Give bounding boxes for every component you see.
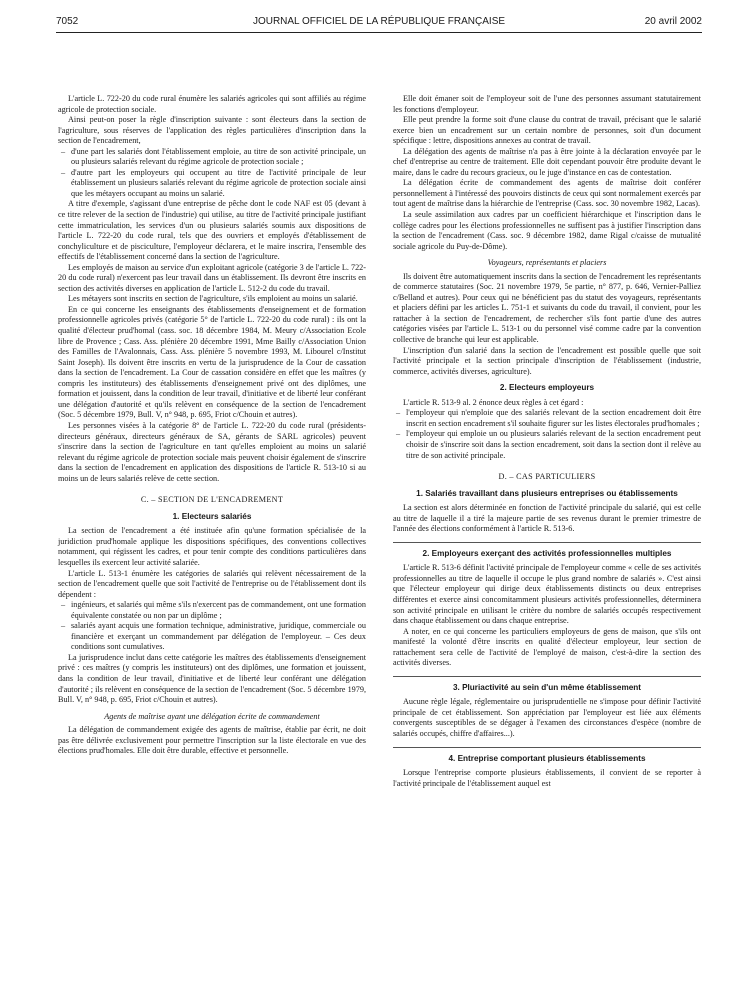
paragraph: Les employés de maison au service d'un exploitant agricole (catégorie 3 de l'article L. 722-20 du code rural) n'exercent pas leur travail dans un établissement. Ils devront être inscrits en section des activités diverses en application de l'article L. 512-2 du code du travail. [58, 262, 366, 293]
subsection-heading: 2. Electeurs employeurs [499, 383, 595, 393]
header-rule [56, 32, 702, 33]
journal-title: JOURNAL OFFICIEL DE LA RÉPUBLIQUE FRANÇAISE [252, 16, 506, 27]
italic-subheading: Agents de maîtrise ayant une délégation écrite de commandement [104, 711, 320, 721]
paragraph: Aucune règle légale, réglementaire ou jurisprudentielle ne s'impose pour définir l'activité principale de cet établissement. Son appréciation par l'employeur est liée aux éléments convergents susceptibles de se dégager à l'examen des circonstances d'espèce (nombre de salariés occupés, chiffre d'affaires...). [393, 697, 701, 738]
list-item: – l'employeur qui emploie un ou plusieurs salariés relevant de la section encadrement peut choisir de s'inscrire soit dans la section encadrement, soit dans la section dont il relève au titre de son activité principale. [393, 429, 701, 461]
paragraph: La section est alors déterminée en fonction de l'activité principale du salarié, qui est celle au titre de laquelle il a tiré la majeure partie de ses revenus durant le premier trimestre de l'année des élections conformément à l'article R. 513-6. [393, 503, 701, 534]
bullet-list [58, 147, 366, 200]
list-item: – l'employeur qui n'emploie que des salariés relevant de la section encadrement doit être inscrit en section encadrement s'il souhaite figurer sur les listes électorales prud'homales ; [393, 408, 701, 429]
section-heading: C. – SECTION DE L'ENCADREMENT [140, 495, 284, 505]
paragraph: La délégation des agents de maîtrise n'a pas à être jointe à la déclaration envoyée par le chef d'entreprise au centre de traitement. Elle doit cependant pouvoir être produite devant le maire, dans le cadre du recours gracieux, ou le juge d'instance en cas de contestation. [393, 146, 701, 177]
paragraph: Elle doit émaner soit de l'employeur soit de l'une des personnes assumant statutairement les fonctions d'employeur. [393, 94, 701, 114]
paragraph: Ils doivent être automatiquement inscrits dans la section de l'encadrement les représentants de commerce statutaires (Soc. 21 novembre 1979, 5e partie, n° 877, p. 646, Vernier-Palliez c/Belland et autres). Pour ceux qui ne bénéficient pas du statut des voyageurs, représentants et placiers défini par les articles L. 751-1 et suivants du code du travail, il convient, pour les rattacher à la section de l'encadrement, de rechercher s'ils font partie d'une des autres catégories visées par l'article L. 513-1 ou du personnel visé comme cadre par la convention collective de branche qui leur est applicable. [393, 271, 701, 345]
paragraph: A titre d'exemple, s'agissant d'une entreprise de pêche dont le code NAF est 05 (devant à ce titre relever de la section de l'industrie) qui utilise, au titre de l'activité principale justifiant cette immatriculation, les services d'un ou plusieurs salariés soumis aux dispositions de l'article L. 722-20 du code rural, tels que des ouvriers et employés d'établissement de conchyliculture et de pisciculture, l'employeur déclarera, et le maire inscrira, l'ensemble des effectifs de l'établissement concerné dans la section de l'agriculture. [58, 199, 366, 262]
list-item: – ingénieurs, et salariés qui même s'ils n'exercent pas de commandement, ont une formation équivalente constatée ou non par un diplôme ; [58, 600, 366, 621]
section-divider [393, 676, 701, 677]
section-divider [393, 542, 701, 543]
paragraph: A noter, en ce qui concerne les particuliers employeurs de gens de maison, que s'ils ont manifesté la volonté d'être inscrits en qualité d'électeur employeur, leur section de rattachement sera celle de l'activité de l'employé de maison, c'est-à-dire la section des activités diverses. [393, 626, 701, 668]
paragraph: Les personnes visées à la catégorie 8° de l'article L. 722-20 du code rural (présidents-directeurs généraux, directeurs généraux de SA, gérants de SARL agricoles) peuvent s'inscrire dans la section de l'agriculture en tant qu'elles emploient au moins un salarié relevant du régime agricole de protection sociale mais peuvent choisir également de s'inscrire dans la section de l'encadrement en application des dispositions de l'article R. 513-10 si au moins un de leurs salariés relève de cette section. [58, 420, 366, 483]
subsection-heading: 4. Entreprise comportant plusieurs établissements [448, 753, 646, 763]
page-header [56, 16, 702, 32]
subsection-heading: 1. Salariés travaillant dans plusieurs entreprises ou établissements [416, 488, 678, 498]
paragraph: Elle peut prendre la forme soit d'une clause du contrat de travail, précisant que le salarié exerce bien un encadrement sur un certain nombre de personnes, soit d'un document spécifique : lettre, dispositions annexes au contrat de travail. [393, 115, 701, 146]
section-heading: D. – CAS PARTICULIERS [498, 472, 596, 482]
paragraph: L'article R. 513-9 al. 2 énonce deux règles à cet égard : [403, 397, 584, 407]
list-item: – d'une part les salariés dont l'établissement emploie, au titre de son activité principale, un ou plusieurs salariés relevant du régime agricole de protection sociale ; [58, 147, 366, 168]
right-column [393, 94, 701, 789]
paragraph: L'article R. 513-6 définit l'activité principale de l'employeur comme « celle de ses activités professionnelles au titre de laquelle il occupe le plus grand nombre de salariés ». C'est ainsi que l'électeur employeur qui dirige deux établissements distincts ou deux entreprises différentes et exerce ainsi concomitamment plusieurs activités professionnelles, déterminera son activité principale en utilisant le critère du nombre de salariés occupés respectivement dans chaque établissement ou dans chaque entreprise. [393, 563, 701, 626]
paragraph: La délégation écrite de commandement des agents de maîtrise doit conférer personnellement à l'intéressé des pouvoirs distincts de ceux qui sont normalement exercés par tout agent de maîtrise dans la hiérarchie de l'entreprise (Cass. soc. 30 novembre 1982, Lacas). [393, 178, 701, 209]
paragraph: Ainsi peut-on poser la règle d'inscription suivante : sont électeurs dans la section de l'agriculture, sous réserves de l'application des règles particulières d'inscription dans la section de l'encadrement, [58, 115, 366, 146]
bullet-list [58, 600, 366, 653]
page-number: 7052 [56, 16, 79, 27]
list-item: – d'autre part les employeurs qui occupent au titre de l'activité principale de leur établissement un plusieurs salariés relevant du régime agricole de protection sociale ainsi que les métayers occupant au moins un salarié. [58, 168, 366, 200]
paragraph: La délégation de commandement exigée des agents de maîtrise, établie par écrit, ne doit pas être délivrée exclusivement pour permettre l'inscription sur la liste électorale en vue des élections prud'homales. Elle doit être durable, effective et personnelle. [58, 725, 366, 756]
subsection-heading: 1. Electeurs salariés [172, 511, 252, 521]
bullet-list [393, 408, 701, 461]
italic-subheading: Voyageurs, représentants et placiers [487, 258, 607, 268]
paragraph: La section de l'encadrement a été instituée afin qu'une formation spécialisée de la juridiction prud'homale applique les dispositions spécifiques, des conventions collectives notamment, qui régissent les cadres, et pour tenir compte des conditions particulières dans lesquelles ils exercent leur activité salariée. [58, 526, 366, 567]
section-divider [393, 747, 701, 748]
paragraph: Lorsque l'entreprise comporte plusieurs établissements, il convient de se reporter à l'activité principale de l'établissement auquel est [393, 768, 701, 788]
subsection-heading: 2. Employeurs exerçant des activités professionnelles multiples [422, 548, 672, 558]
paragraph: L'article L. 513-1 énumère les catégories de salariés qui relèvent nécessairement de la section de l'encadrement quelle que soit l'activité de l'entreprise ou de l'établissement dont ils dépendent : [58, 568, 366, 599]
paragraph: La jurisprudence inclut dans cette catégorie les maîtres des établissements d'enseignement privé : ces maîtres (y compris les instituteurs) ont des diplômes, une formation et jouissent, dans la condition de leur travail, d'initiative et de liberté leur conférant une délégation d'autorité ; ils relèvent en conséquence de la section de l'encadrement (Soc. 5 décembre 1979, Bull. V, n° 948, p. 695, Friot c/Chouin et autres). [58, 652, 366, 705]
paragraph: L'inscription d'un salarié dans la section de l'encadrement est possible quelle que soit l'activité principale et la section principale d'inscription de l'établissement (industrie, commerce, activités diverses, agriculture). [393, 345, 701, 376]
list-item: – salariés ayant acquis une formation technique, administrative, juridique, commerciale ou financière et exerçant un commandement par délégation de l'employeur. – Ces deux conditions sont cumulatives. [58, 621, 366, 653]
publication-date: 20 avril 2002 [644, 16, 702, 27]
paragraph: La seule assimilation aux cadres par un coefficient hiérarchique et l'inscription dans le collège cadres pour les élections professionnelles ne suffisent pas à justifier l'inscription dans la section de l'encadrement (Cass. soc. 9 décembre 1982, dame Rigal c/caisse de mutualité sociale agricole du Puy-de-Dôme). [393, 210, 701, 251]
paragraph: L'article L. 722-20 du code rural énumère les salariés agricoles qui sont affiliés au régime agricole de protection sociale. [58, 94, 366, 114]
paragraph: Les métayers sont inscrits en section de l'agriculture, s'ils emploient au moins un salarié. [68, 294, 358, 304]
paragraph: En ce qui concerne les enseignants des établissements d'enseignement et de formation professionnelle agricoles privés (catégorie 5° de l'article L. 722-20 du code rural) : ils ont la qualité d'électeur prud'homal (cass. soc. 18 décembre 1984, M. Meury c/Association Ecole libre de Provence ; Cass. Ass. plénière 20 décembre 1991, Mme Bailly c/Association Union des Familles de l'Avalonnais, Cass. Ass. plénière 5 novembre 1993, M. Libourel c/Institut Saint Joseph). Ils doivent être inscrits en vertu de la jurisprudence de la Cour de cassation dans la section de l'encadrement. La Cour de cassation considère en effet que les maîtres (y compris les instituteurs) des établissements d'enseignement privé ont des diplômes, une formation et jouissent, dans la condition de leur travail, d'initiative et de liberté leur conférant une délégation d'autorité et qu'ils relèvent en conséquence de la section de l'encadrement (Soc. 5 décembre 1979, Bull. V, n° 948, p. 695, Friot c/Chouin et autres). [58, 304, 366, 420]
subsection-heading: 3. Pluriactivité au sein d'un même établissement [452, 682, 642, 692]
left-column [58, 94, 366, 757]
